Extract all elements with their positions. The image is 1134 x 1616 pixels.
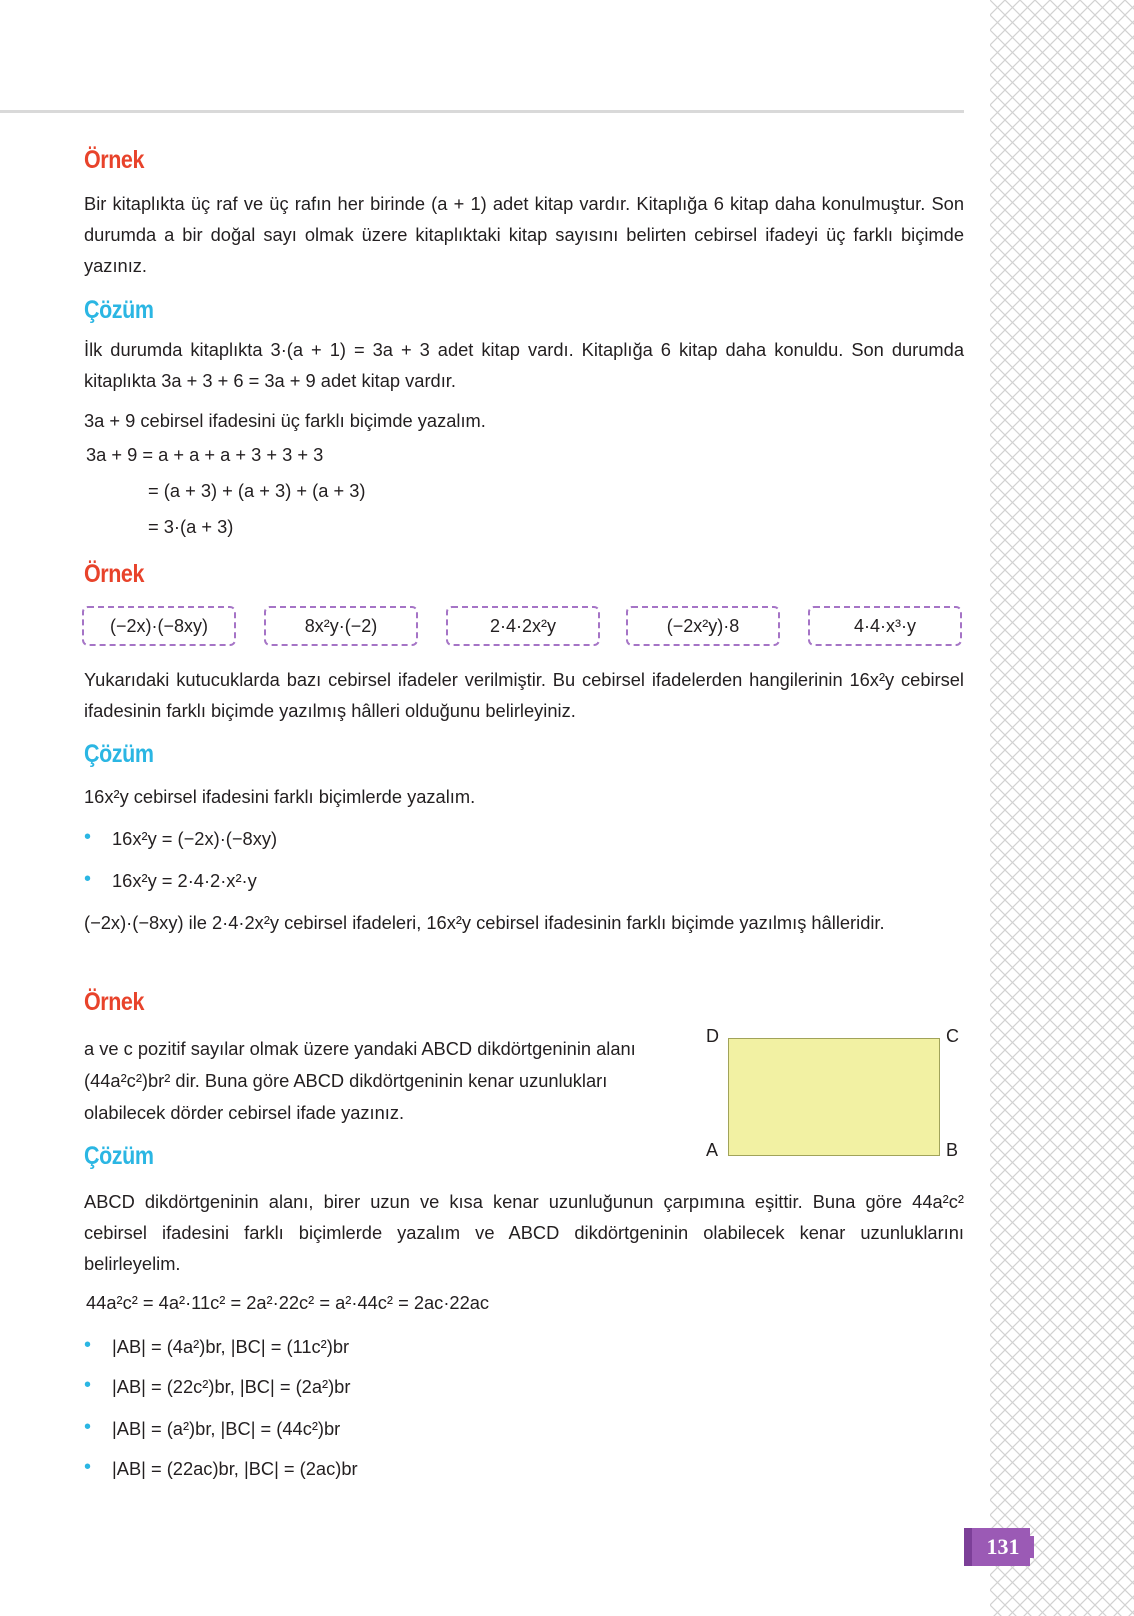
equation-line-3: = 3·(a + 3)	[148, 516, 234, 537]
bullet-icon: •	[84, 1374, 92, 1396]
example-2-conclusion: (−2x)·(−8xy) ile 2·4·2x²y cebirsel ifadeleri, 16x²y cebirsel ifadesinin farklı biçimde yazılmış hâlleridir.	[84, 912, 885, 933]
example-3-text-line-3: olabilecek dörder cebirsel ifade yazınız.	[84, 1102, 405, 1123]
vertex-c-label: C	[946, 1026, 959, 1046]
bullet-icon: •	[84, 868, 92, 890]
example-3-bullet-1: |AB| = (4a²)br, |BC| = (11c²)br	[112, 1336, 350, 1357]
vertex-d-label: D	[706, 1026, 719, 1046]
expression-box-3: 2·4·2x²y	[446, 606, 600, 646]
example-1-solution-heading: Çözüm	[84, 296, 154, 324]
bullet-icon: •	[84, 1416, 92, 1438]
example-3-heading: Örnek	[84, 988, 144, 1016]
example-1-solution-text: İlk durumda kitaplıkta 3·(a + 1) = 3a + 3 adet kitap vardı. Kitaplığa 6 kitap daha konuldu. Son durumda kitaplıkta 3a + 3 + 6 = 3a + 9 adet kitap vardır.	[84, 339, 964, 391]
example-3-equation: 44a²c² = 4a²·11c² = 2a²·22c² = a²·44c² = 2ac·22ac	[86, 1292, 490, 1313]
bullet-icon: •	[84, 826, 92, 848]
example-1-text: Bir kitaplıkta üç raf ve üç rafın her birinde (a + 1) adet kitap vardır. Kitaplığa 6 kitap daha konulmuştur. Son durumda a bir doğal sayı olmak üzere kitaplıktaki kitap sayısını belirten cebirsel ifadeyi üç farklı biçimde yazınız.	[84, 193, 964, 276]
expression-box-5: 4·4·x³·y	[808, 606, 962, 646]
example-2-intro: 16x²y cebirsel ifadesini farklı biçimlerde yazalım.	[84, 786, 476, 807]
header-rule	[0, 110, 964, 113]
example-3-solution-text: ABCD dikdörtgeninin alanı, birer uzun ve kısa kenar uzunluğunun çarpımına eşittir. Buna göre 44a²c² cebirsel ifadesini farklı biçimlerde yazalım ve ABCD dikdörtgeninin olabilecek kenar uzunluklarını belirleyelim.	[84, 1191, 964, 1274]
example-3-bullet-2: |AB| = (22c²)br, |BC| = (2a²)br	[112, 1376, 351, 1397]
vertex-b-label: B	[946, 1140, 959, 1160]
equation-line-2: = (a + 3) + (a + 3) + (a + 3)	[148, 480, 366, 501]
example-1-intro: 3a + 9 cebirsel ifadesini üç farklı biçimde yazalım.	[84, 410, 486, 431]
expression-box-2: 8x²y·(−2)	[264, 606, 418, 646]
example-3-text-line-1: a ve c pozitif sayılar olmak üzere yandaki ABCD dikdörtgeninin alanı	[84, 1038, 636, 1059]
abcd-rectangle	[728, 1038, 940, 1156]
example-2-bullet-1: 16x²y = (−2x)·(−8xy)	[112, 828, 278, 849]
page-number: 131	[986, 1534, 1020, 1559]
example-3-bullet-4: |AB| = (22ac)br, |BC| = (2ac)br	[112, 1458, 358, 1479]
example-2-bullet-2: 16x²y = 2·4·2·x²·y	[112, 870, 257, 891]
vertex-a-label: A	[706, 1140, 719, 1160]
example-3-solution-heading: Çözüm	[84, 1142, 154, 1170]
example-2-text: Yukarıdaki kutucuklarda bazı cebirsel ifadeler verilmiştir. Bu cebirsel ifadelerden hangilerinin 16x²y cebirsel ifadesinin farklı biçimde yazılmış hâlleri olduğunu belirleyiniz.	[84, 669, 964, 721]
expression-box-1: (−2x)·(−8xy)	[82, 606, 236, 646]
example-2-solution-heading: Çözüm	[84, 740, 154, 768]
bullet-icon: •	[84, 1334, 92, 1356]
example-1-heading: Örnek	[84, 146, 144, 174]
example-3-bullet-3: |AB| = (a²)br, |BC| = (44c²)br	[112, 1418, 341, 1439]
example-3-text-line-2: (44a²c²)br² dir. Buna göre ABCD dikdörtgeninin kenar uzunlukları	[84, 1070, 608, 1091]
bullet-icon: •	[84, 1456, 92, 1478]
expression-box-4: (−2x²y)·8	[626, 606, 780, 646]
equation-line-1: 3a + 9 = a + a + a + 3 + 3 + 3	[86, 444, 324, 465]
example-2-heading: Örnek	[84, 560, 144, 588]
